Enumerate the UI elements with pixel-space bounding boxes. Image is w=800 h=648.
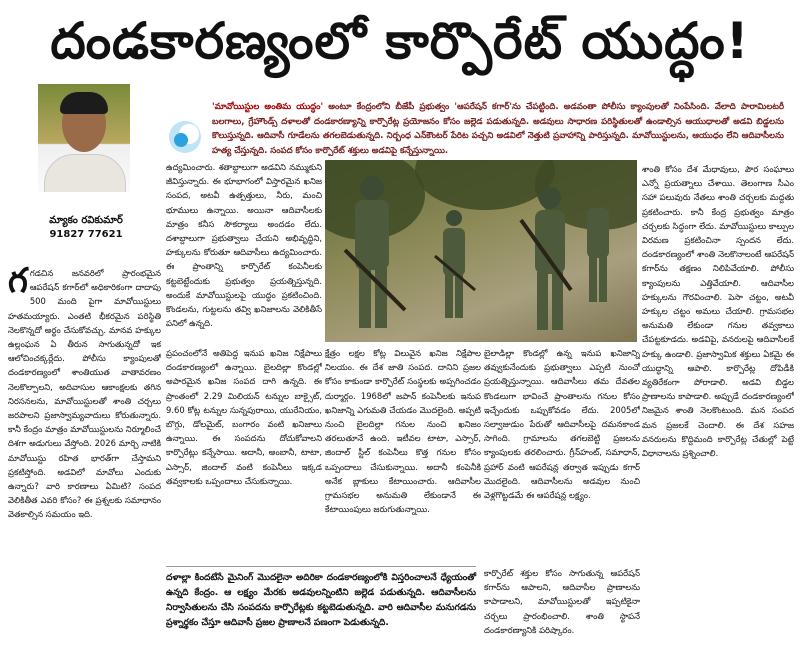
lead-text: అంటూ కేంద్రంలోని బీజేపీ ప్రభుత్వం 'ఆపరేషన్ కగార్'ను చేపట్టింది. అడవంతా పోలీసు క్యాంపులతో నింపేసింది. వేలాది పారామిలటరీ బలగాలు, గ్రేహౌండ్స్ దళాలతో దండకారణ్యాన్ని కార్పొరేట్ల ప్రయోజనం కోసం జల్లెడ పడుతున్నది. అడవులు సాధారణ పరిస్థితులతో ఉండాల్సిన ఆయుధాలతో అడవి బిడ్డలను కొలుస్తున్నది. ఆదివాసీ గూడేలను తగలబెడుతున్నది. నిర్బంధ ఎన్‌కౌంటర్ పేరిట పచ్చని అడవిలో నెత్తుటి ప్రవాహాన్ని పారిస్తున్నది. మావోయిస్టులను, ఆయుధం లేని ఆదివాసీలను హత్య చేస్తున్నది. సంపద కోసం కార్పొరేట్ శక్తులు అడవిపై కన్నేస్తున్నాయి. [212, 102, 784, 156]
author-phone: 91827 77621 [49, 229, 123, 240]
column-1-text: గడచిన జనవరిలో ప్రారంభమైన ఆపరేషన్ కగార్‌లో అధికారికంగా దాదాపు 500 మంది పైగా మావోయిస్టులు హతమయ్యారు. ఎంతటి భీకరమైన పరిస్థితి నెలకొన్నదో అర్థం చేసుకోవచ్చు. మానవ హక్కుల ఉల్లంఘన ఏ తీరున సాగుతున్నదో ఇక ఆలోచించక్కర్లేదు. పోలీసు క్యాంపులతో దండకారణ్యంలో శాంతియుత వాతావరణం నెలకొల్పాలని, అదివాసుల ఆకాంక్షలకు తగిన నిరసనలను, మావోయిస్టులతో శాంతి చర్చలు జరపాలని ప్రజాస్వామ్యవాదులు కోరుతున్నారు. కానీ కేంద్రం మాత్రం మావోయిస్టులను నిర్మూలించే దిశగా అడుగులు వేస్తోంది. 2026 మార్చి నాటికి మావోయిస్టు రహిత భారత్‌గా చేస్తామని ప్రకటిస్తోంది. అడవిలో మావోలు ఎందుకు ఉన్నారు? వారి కారణాలు ఏమిటి? సంపద వెలికితీత ఎవరి కోసం? ఈ ప్రశ్నలకు సమాధానం వెతకాల్సిన సమయం ఇది. [8, 268, 161, 520]
byline [36, 214, 136, 242]
pull-quote [166, 566, 476, 631]
closing-text: కార్పొరేట్ శక్తుల కోసం సాగుతున్న ఆపరేషన్ కగార్‌ను ఆపాలని, ఆదివాసీల ప్రాణాలను కాపాడాలని, మావోయిస్టులతో ఇప్పటికైనా చర్చలు ప్రారంభించాలి. శాంతి స్థాపనే దండకారణ్యానికి పరిష్కారం. [484, 568, 640, 635]
newspaper-logo-icon [166, 118, 204, 156]
soldiers-photo [325, 160, 637, 342]
column-4-text: బైలాడిల్లా కొండల్లో ఉన్న ఇనుప ఖనిజాన్ని తవ్వుకునేందుకు ప్రభుత్వాలు ఎప్పటి నుంచో ప్రయత్నిస్తున్నాయి. ఆదివాసీలు తమ దేవతల కొండలుగా భావించే ప్రాంతాలను గనుల కోసం ఇచ్చేందుకు ఒప్పుకోవడం లేదు. 2005లో సల్వాజుడుం పేరుతో ఆదివాసీలపై దమనకాండ సాగింది. గ్రామాలను తగలబెట్టి ప్రజలను క్యాంపులకు తరలించారు. గ్రీన్‌హంట్, సమాధాన్, ప్రహార్ వంటి ఆపరేషన్ల తర్వాత ఇప్పుడు కగార్ మొదలైంది. ఆదివాసీలను అడవుల నుంచి వెళ్లగొట్టడమే ఈ ఆపరేషన్ల లక్ష్యం. [484, 348, 640, 501]
headline: దండకారణ్యంలో కార్పొరేట్ యుద్ధం! [50, 12, 750, 70]
column-5-text: శాంతి కోసం దేశ మేధావులు, పౌర సంఘాలు ఎన్నో ప్రయత్నాలు చేశాయి. తెలంగాణ సీఎం సహా పలువురు నేతలు శాంతి చర్చలకు మద్దతు ప్రకటించారు. కానీ కేంద్ర ప్రభుత్వం మాత్రం చర్చలకు సిద్ధంగా లేదు. మావోయిస్టులు కాల్పుల విరమణ ప్రకటించినా స్పందన లేదు. దండకారణ్యంలో శాంతి నెలకొనాలంటే ఆపరేషన్ కగార్‌ను తక్షణం నిలిపివేయాలి. పోలీసు క్యాంపులను ఎత్తివేయాలి. ఆదివాసీల హక్కులను గౌరవించాలి. పెసా చట్టం, అటవీ హక్కుల చట్టం అమలు చేయాలి. గ్రామసభల అనుమతి లేకుండా గనుల తవ్వకాలు చేపట్టకూడదు. అడవిపై, వనరులపై ఆదివాసీలకే హక్కు ఉండాలి. ప్రజాస్వామిక శక్తులు ఏకమై ఈ యుద్ధాన్ని ఆపాలి. కార్పొరేట్ల దోపిడీకి వ్యతిరేకంగా పోరాడాలి. అడవి బిడ్డల ప్రాణాలను కాపాడాలి. అప్పుడే దండకారణ్యంలో నిజమైన శాంతి నెలకొంటుంది. మన సంపద మన ప్రజలకే చెందాలి. ఈ దేశ సహజ వనరులను కొద్దిమంది కార్పొరేట్ల చేతుల్లో పెట్టే విధానాలను ప్రశ్నించాలి. [642, 164, 794, 459]
column-2-top-text: ఉద్యమించారు. శతాబ్దాలుగా అడవిని నమ్ముకుని జీవిస్తున్నారు. ఈ భూభాగంలో విస్తారమైన ఖనిజ సంపద, అటవీ ఉత్పత్తులు, నీరు, మంచి భూములు ఉన్నాయి. అయినా ఆదివాసీలకు మాత్రం కనీస సౌకర్యాలు అందడం లేదు. దశాబ్దాలుగా ప్రభుత్వాలు చేయని అభివృద్ధిని, హక్కులను కోరుతూ ఆదివాసీలు ఉద్యమించారు. ఈ ప్రాంతాన్ని కార్పొరేట్ కంపెనీలకు కట్టబెట్టేందుకు ప్రభుత్వం ప్రయత్నిస్తున్నది. అందుకే మావోయిస్టులపై యుద్ధం ప్రకటించింది. కొండలను, గుట్టలను తవ్వి ఖనిజాలను వెలికితీసే పనిలో ఉన్నది. [166, 162, 322, 329]
column-1 [8, 266, 161, 646]
column-5 [642, 162, 794, 646]
column-3-text: క్షేత్రం లక్షల కోట్ల విలువైన ఖనిజ నిక్షేపాల నిలయం. ఈ దేశ జాతి సంపద. దానిని ప్రజల కోసం కాకుండా కార్పొరేట్ సంస్థలకు అప్పగించడం దుర్మార్గం. 1968లో జపాన్ కంపెనీలకు ఇనుప ఖనిజాన్ని ఎగుమతి చేయడం మొదలైంది. అప్పటి నుంచి బైలదిల్లా గనుల నుంచి ఖనిజం తరలుతూనే ఉంది. ఇటీవల టాటా, ఎస్సార్, జిందాల్ స్టీల్ కంపెనీలు కొత్త గనుల కోసం ఒప్పందాలు చేసుకున్నాయి. అదానీ కంపెనీకి అనేక బ్లాకులు కేటాయించారు. ఆదివాసీల గ్రామసభల అనుమతి లేకుండానే ఈ కేటాయింపులు జరుగుతున్నాయి. [325, 348, 481, 515]
column-4 [484, 346, 640, 562]
column-2-bottom-text: ప్రపంచంలోనే అతిపెద్ద ఇనుప ఖనిజ నిక్షేపాలు దండకారణ్యంలో ఉన్నాయి. బైలదిల్లా కొండల్లో అపారమైన ఖనిజ సంపద దాగి ఉన్నది. ఈ ప్రాంతంలో 2.29 మిలియన్ టన్నుల బాక్సైట్, 9.60 కోట్ల టన్నుల సున్నపురాయి, యురేనియం, బొగ్గు, డోలమైట్, బంగారం వంటి ఖనిజాలు ఉన్నాయి. ఈ సంపదను దోచుకోవాలని కార్పొరేట్లు కన్నేసాయి. అదానీ, అంబానీ, టాటా, ఎస్సార్, జిందాల్ వంటి కంపెనీలు ఇక్కడ తవ్వకాలకు ఒప్పందాలు చేసుకున్నాయి. [166, 348, 322, 486]
column-3 [325, 346, 481, 562]
author-photo [38, 84, 130, 192]
pull-quote-text: దళాల్లా కిందటేసే మైనింగ్ మొదలైనా అదిరికా దండకారణ్యంలోకి విస్తరించాలనే ధ్యేయంతో ఉన్నది కేంద్రం. ఆ లక్ష్యం మేరకు అడవులన్నింటిని జల్లెడ పడుతున్నది. ఆదివాసీలను నిర్వాసితులను చేసి సంపదను కార్పొరేట్లకు కట్టబెడుతున్నది. వారి ఆదివాసీల మనుగడను ప్రశ్నార్థకం చేస్తూ ఆదివాసీ ప్రజల ప్రాణాలనే పణంగా పెడుతున్నది. [166, 573, 476, 628]
column-2-bottom [166, 346, 322, 562]
drop-cap: గ [8, 266, 28, 301]
closing-paragraph [484, 566, 640, 646]
lead-paragraph [212, 100, 784, 158]
lead-quote: 'మావోయిస్టుల అంతిమ యుద్ధం' [212, 102, 324, 112]
column-2-top [166, 160, 322, 346]
author-name: మ్యాకం రవికుమార్ [49, 215, 123, 226]
